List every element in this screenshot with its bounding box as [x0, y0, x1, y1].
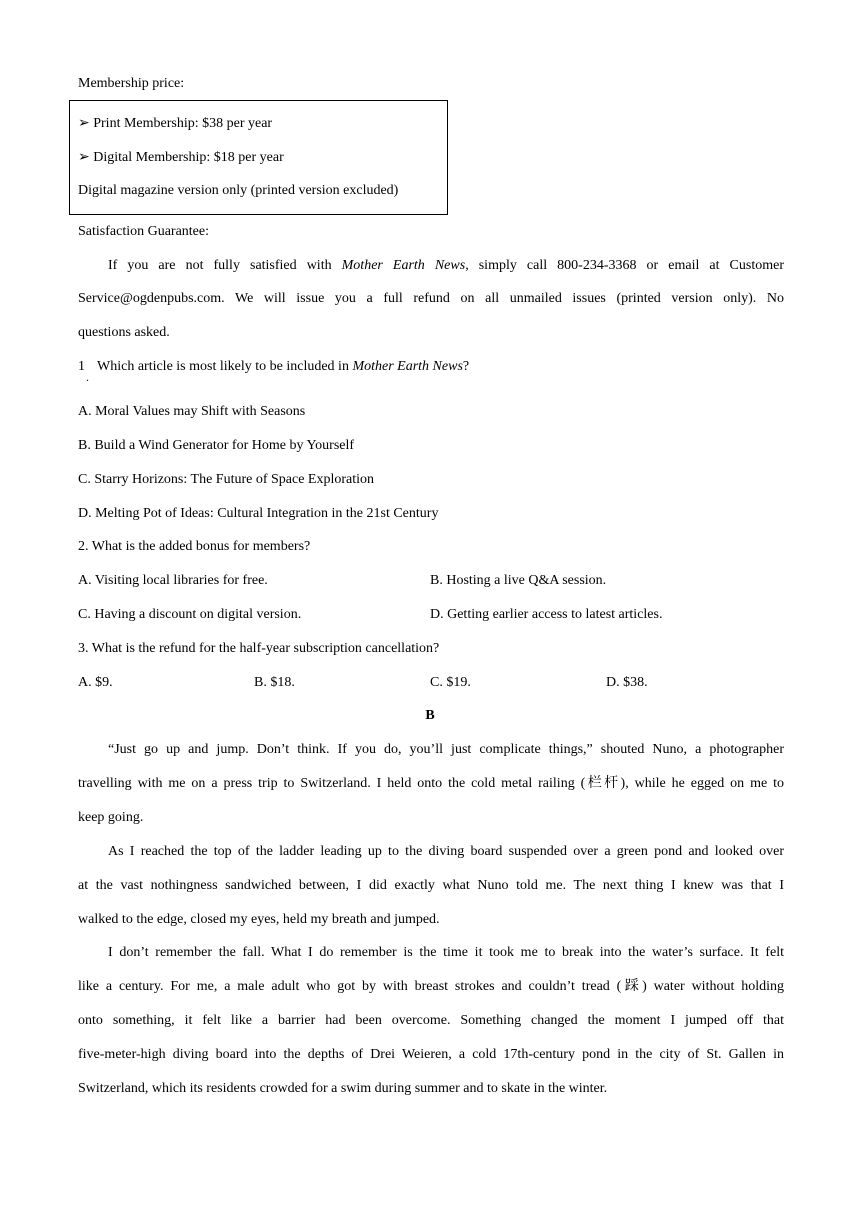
q2-option-b: B. Hosting a live Q&A session. — [430, 573, 607, 588]
q1-option-b: B. Build a Wind Generator for Home by Yourself — [78, 438, 355, 453]
q3-option-b: B. $18. — [254, 675, 295, 690]
q1-dot: . — [86, 370, 89, 384]
section-heading: B — [425, 708, 435, 723]
q1-option-c: C. Starry Horizons: The Future of Space Exploration — [78, 472, 375, 487]
q2-option-c: C. Having a discount on digital version. — [78, 607, 302, 622]
membership-title: Membership price: — [78, 76, 185, 91]
q2-option-a: A. Visiting local libraries for free. — [78, 573, 268, 588]
paragraph-3-line-2: like a century. For me, a male adult who got by with breast strokes and couldn’t tread (踩) water without holding — [78, 979, 784, 994]
paragraph-3-line-5: Switzerland, which its residents crowded for a swim during summer and to skate in the winter. — [78, 1081, 608, 1096]
q1-number: 1 — [78, 359, 85, 374]
q3-option-c: C. $19. — [430, 675, 471, 690]
paragraph-2-line-2: at the vast nothingness sandwiched between, I did exactly what Nuno told me. The next thing I knew was that I — [78, 878, 784, 893]
q2-option-d: D. Getting earlier access to latest articles. — [430, 607, 663, 622]
paragraph-3-line-1: I don’t remember the fall. What I do remember is the time it took me to break into the water’s surface. It felt — [108, 945, 784, 960]
print-membership: ➢ Print Membership: $38 per year — [78, 116, 273, 131]
paragraph-3-line-4: five-meter-high diving board into the depths of Drei Weieren, a cold 17th-century pond in the city of St. Gallen in — [78, 1047, 784, 1062]
paragraph-1-line-3: keep going. — [78, 810, 144, 825]
guarantee-line-3: questions asked. — [78, 325, 170, 340]
guarantee-title: Satisfaction Guarantee: — [78, 224, 210, 239]
paragraph-3-line-3: onto something, it felt like a barrier had been overcome. Something changed the moment I jumped off that — [78, 1013, 784, 1028]
q1-question: Which article is most likely to be included in Mother Earth News? — [97, 359, 470, 374]
paragraph-1-line-2: travelling with me on a press trip to Switzerland. I held onto the cold metal railing (栏杆), while he egged on me to — [78, 776, 784, 791]
q1-option-a: A. Moral Values may Shift with Seasons — [78, 404, 306, 419]
q3-option-a: A. $9. — [78, 675, 113, 690]
q1-option-d: D. Melting Pot of Ideas: Cultural Integration in the 21st Century — [78, 506, 439, 521]
q2-question: 2. What is the added bonus for members? — [78, 539, 311, 554]
paragraph-2-line-1: As I reached the top of the ladder leading up to the diving board suspended over a green pond and looked over — [108, 844, 784, 859]
digital-note: Digital magazine version only (printed version excluded) — [78, 183, 399, 198]
guarantee-line-2: Service@ogdenpubs.com. We will issue you a full refund on all unmailed issues (printed version only). No — [78, 291, 784, 306]
digital-membership: ➢ Digital Membership: $18 per year — [78, 150, 284, 165]
paragraph-1-line-1: “Just go up and jump. Don’t think. If you do, you’ll just complicate things,” shouted Nuno, a photographer — [108, 742, 784, 757]
q3-option-d: D. $38. — [606, 675, 648, 690]
guarantee-line-1: If you are not fully satisfied with Mother Earth News, simply call 800-234-3368 or email at Customer — [108, 258, 784, 273]
q3-question: 3. What is the refund for the half-year subscription cancellation? — [78, 641, 440, 656]
paragraph-2-line-3: walked to the edge, closed my eyes, held my breath and jumped. — [78, 912, 440, 927]
